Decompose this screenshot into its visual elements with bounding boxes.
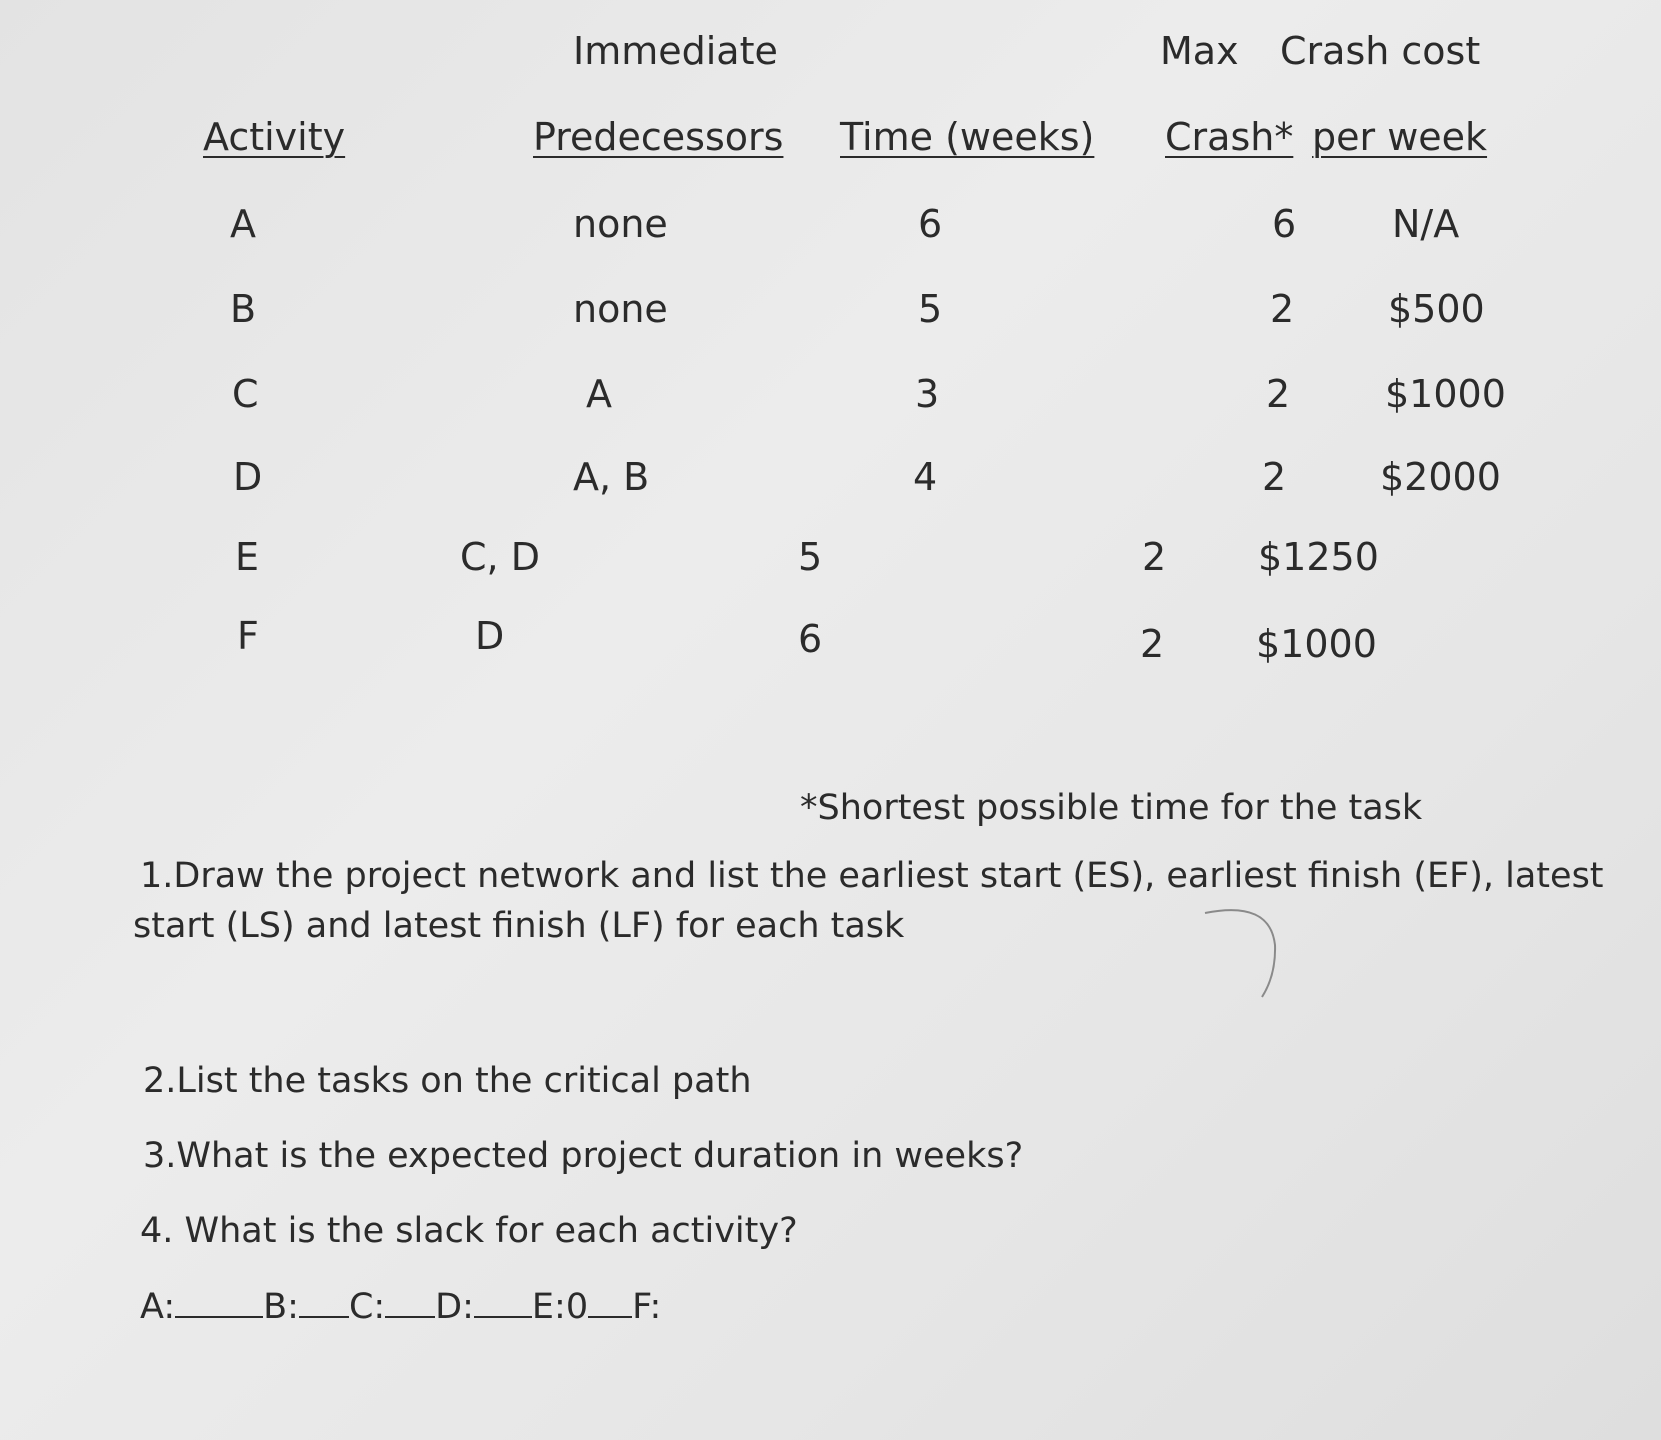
- answer-d-label: D:: [435, 1287, 474, 1327]
- answer-b-blank[interactable]: [299, 1315, 349, 1318]
- answer-a-label: A:: [140, 1287, 176, 1327]
- row-a-activity: A: [230, 202, 256, 246]
- row-d-crash: 2: [1262, 455, 1287, 499]
- header-predecessors: Predecessors: [533, 115, 784, 159]
- row-a-time: 6: [918, 202, 943, 246]
- answer-e-blank[interactable]: [588, 1315, 632, 1318]
- row-b-time: 5: [918, 287, 943, 331]
- header-max: Max: [1160, 29, 1239, 73]
- answer-c-blank[interactable]: [385, 1315, 435, 1318]
- row-d-cost: $2000: [1380, 455, 1501, 499]
- header-time: Time (weeks): [840, 115, 1095, 159]
- question-1-line-1: 1.Draw the project network and list the earliest start (ES), earliest finish (EF), latest: [140, 856, 1604, 896]
- answer-b-label: B:: [263, 1287, 299, 1327]
- row-e-cost: $1250: [1258, 535, 1379, 579]
- row-c-activity: C: [232, 372, 259, 416]
- row-e-activity: E: [235, 535, 260, 579]
- row-a-crash: 6: [1272, 202, 1297, 246]
- row-a-cost: N/A: [1392, 202, 1460, 246]
- row-f-crash: 2: [1140, 622, 1165, 666]
- row-f-predecessors: D: [475, 614, 505, 658]
- header-crash: Crash*: [1165, 115, 1294, 159]
- row-c-time: 3: [915, 372, 940, 416]
- header-crash-cost: Crash cost: [1280, 29, 1481, 73]
- row-e-crash: 2: [1142, 535, 1167, 579]
- row-f-activity: F: [237, 614, 259, 658]
- row-d-time: 4: [913, 455, 938, 499]
- answer-a-blank[interactable]: [175, 1315, 263, 1318]
- row-d-predecessors: A, B: [573, 455, 650, 499]
- row-c-predecessors: A: [586, 372, 612, 416]
- row-b-activity: B: [230, 287, 257, 331]
- row-b-predecessors: none: [573, 287, 668, 331]
- pencil-arc-mark: [1200, 905, 1290, 1005]
- row-b-crash: 2: [1270, 287, 1295, 331]
- question-2: 2.List the tasks on the critical path: [143, 1061, 752, 1101]
- header-activity: Activity: [203, 115, 346, 159]
- header-immediate: Immediate: [573, 29, 778, 73]
- question-3: 3.What is the expected project duration in weeks?: [143, 1136, 1024, 1176]
- answer-d-blank[interactable]: [474, 1315, 532, 1318]
- question-1-line-2: start (LS) and latest finish (LF) for each task: [133, 906, 905, 946]
- row-f-time: 6: [798, 617, 823, 661]
- row-d-activity: D: [233, 455, 263, 499]
- row-c-cost: $1000: [1385, 372, 1506, 416]
- row-e-time: 5: [798, 535, 823, 579]
- slack-answers: [140, 1287, 662, 1327]
- row-c-crash: 2: [1266, 372, 1291, 416]
- footnote: *Shortest possible time for the task: [800, 788, 1423, 828]
- row-b-cost: $500: [1388, 287, 1485, 331]
- question-4: 4. What is the slack for each activity?: [140, 1211, 798, 1251]
- row-f-cost: $1000: [1256, 622, 1377, 666]
- answer-c-label: C:: [348, 1287, 386, 1327]
- answer-e-label: E:0: [531, 1287, 589, 1327]
- header-per-week: per week: [1312, 115, 1488, 159]
- row-a-predecessors: none: [573, 202, 668, 246]
- row-e-predecessors: C, D: [460, 535, 540, 579]
- answer-f-label: F:: [632, 1287, 662, 1327]
